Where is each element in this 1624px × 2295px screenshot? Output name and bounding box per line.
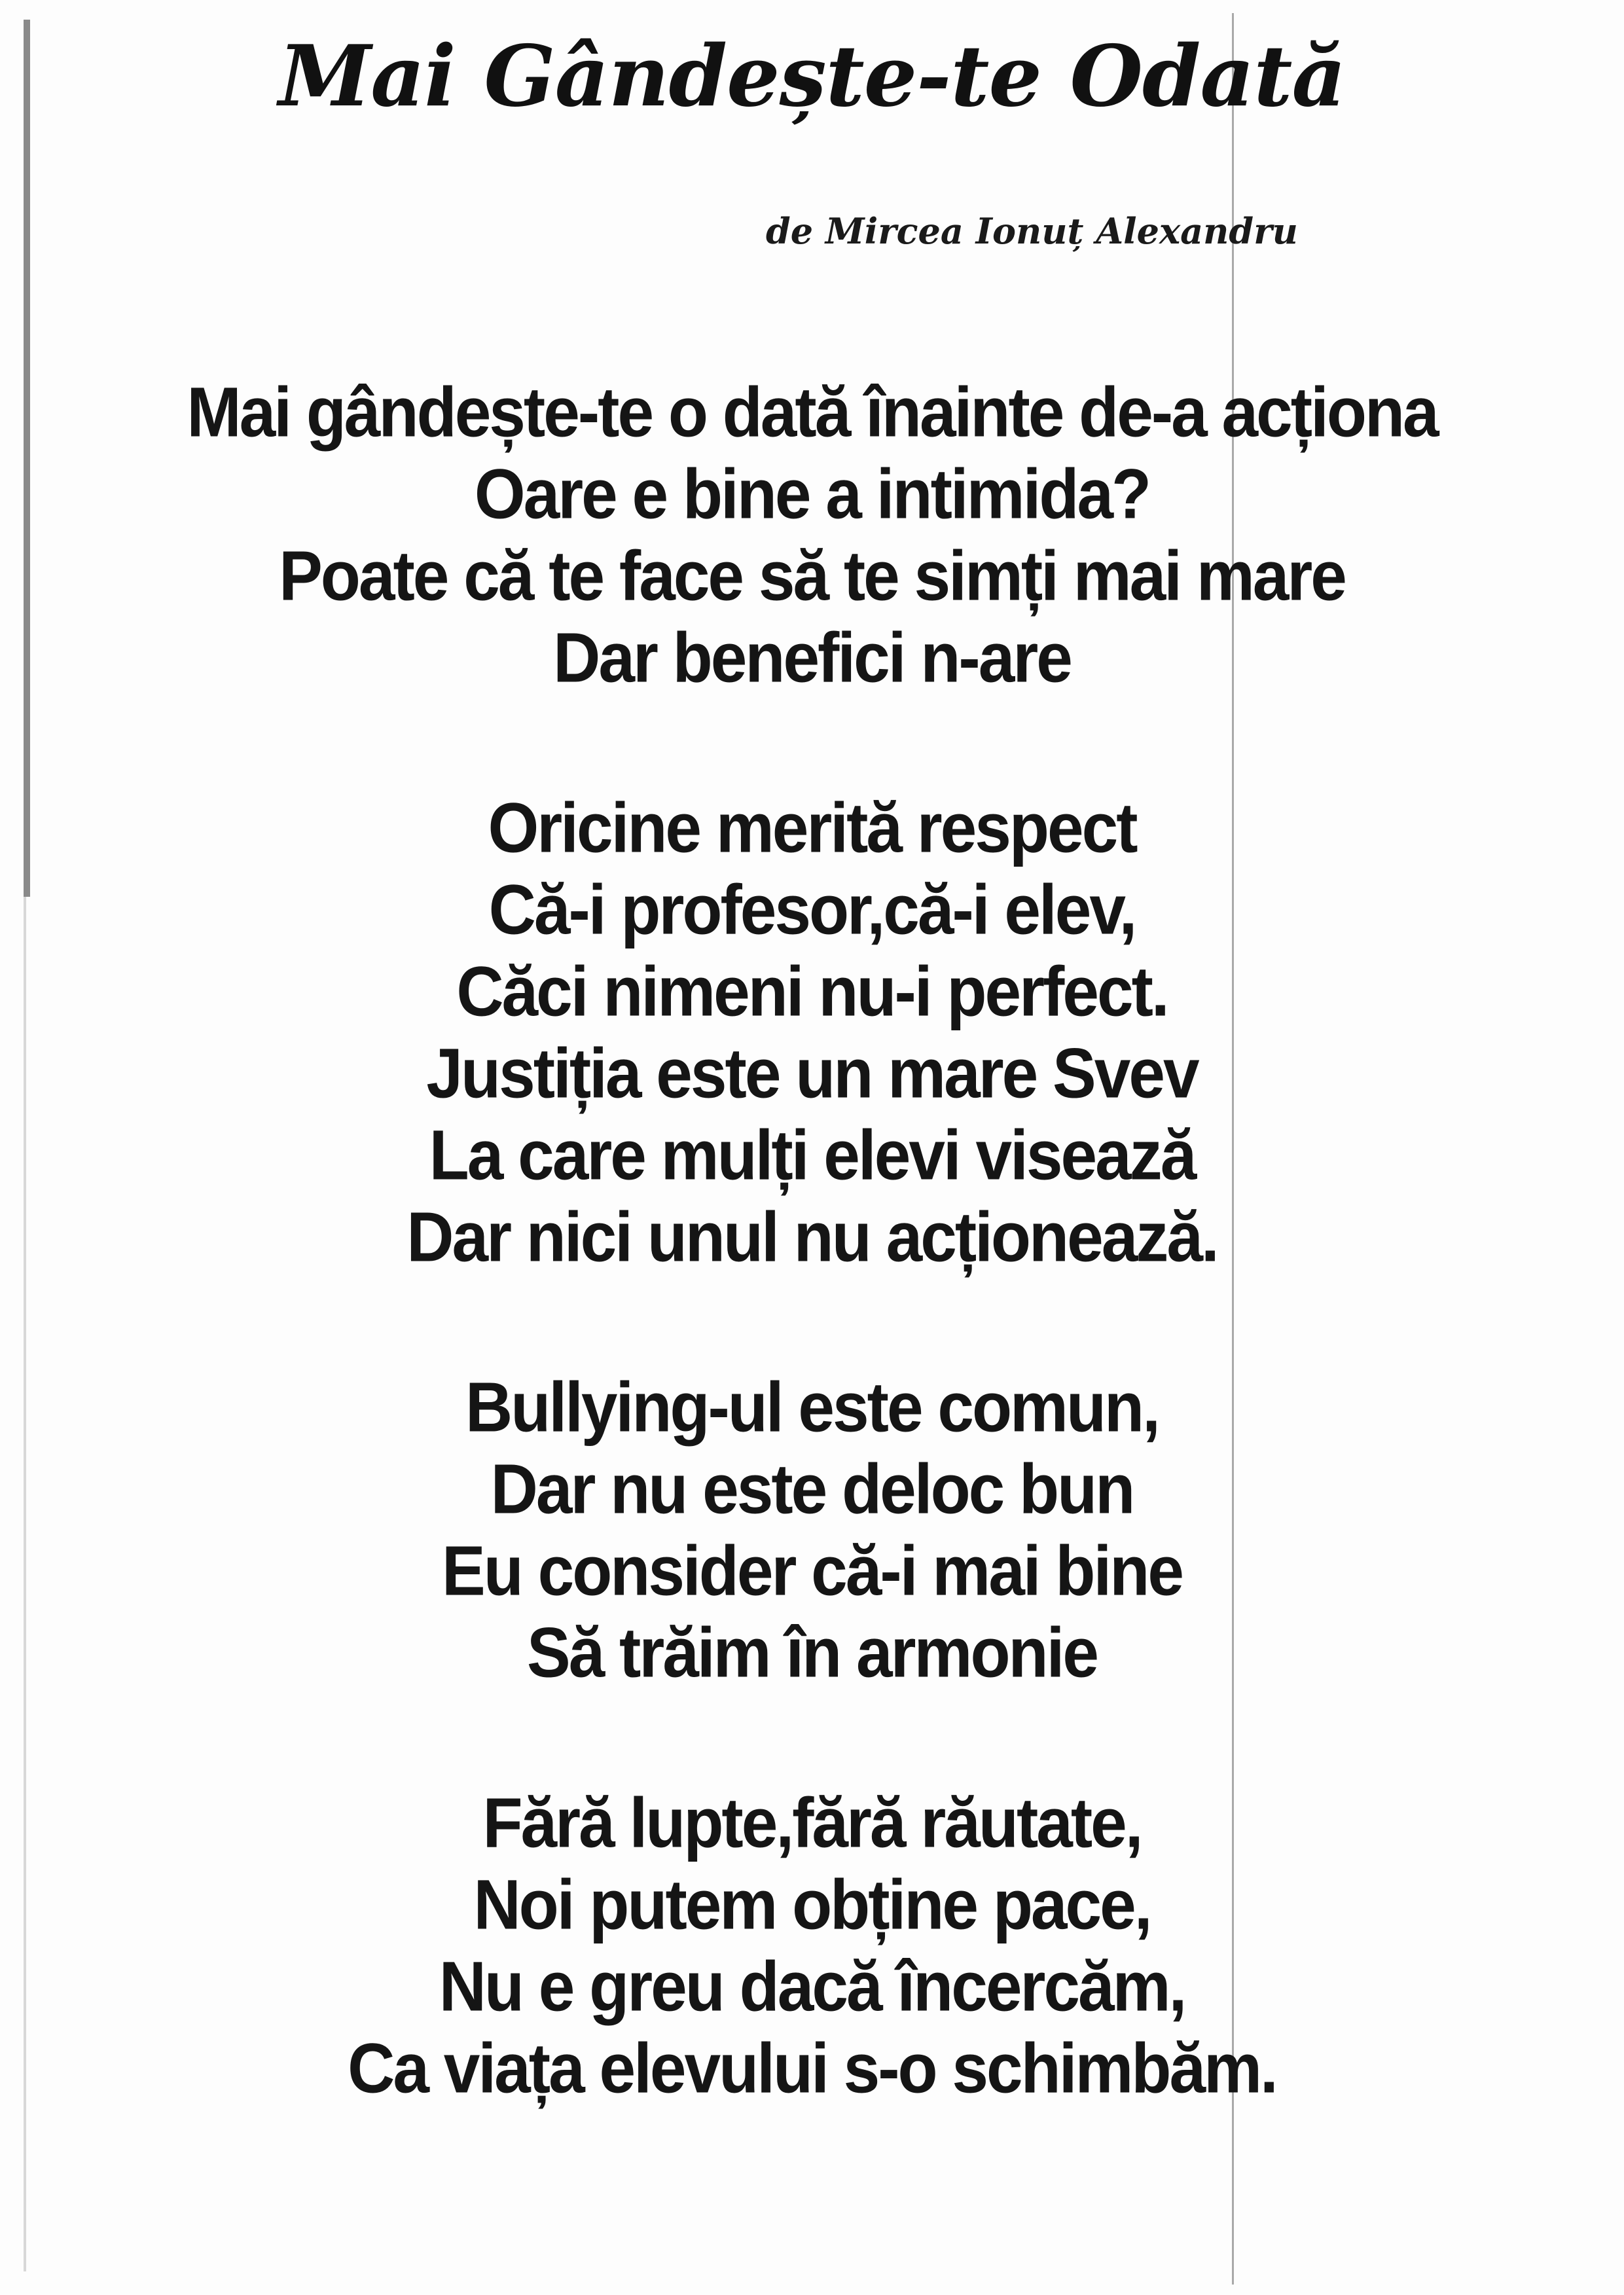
stanza-gap [0, 1278, 1624, 1367]
poem-line: Dar nu este deloc bun [490, 1449, 1134, 1529]
poem-body [0, 372, 1624, 2110]
poem-line: Să trăim în armonie [526, 1613, 1098, 1693]
poem-line: Nu e greu dacă încercăm, [439, 1947, 1185, 2027]
poem-line: La care mulți elevi visează [429, 1115, 1195, 1195]
poem-line: Dar nici unul nu acționează. [406, 1197, 1218, 1277]
stanza-gap [0, 1694, 1624, 1782]
stanza-1 [0, 372, 1624, 699]
stanza-gap [0, 699, 1624, 787]
poem-line: Fără lupte,fără răutate, [482, 1783, 1142, 1863]
poem-line: Căci nimeni nu-i perfect. [456, 952, 1168, 1032]
stanza-3 [0, 1367, 1624, 1694]
poem-line: Că-i profesor,că-i elev, [488, 870, 1136, 950]
poem-line: Poate că te face să te simți mai mare [279, 536, 1345, 616]
poem-title: Mai Gândește-te Odată [278, 27, 1346, 126]
stanza-2 [0, 787, 1624, 1278]
poem-line: Mai gândește-te o dată înainte de-a acționa [187, 372, 1437, 452]
poem-line: Ca viața elevului s-o schimbăm. [348, 2029, 1276, 2108]
poem-line: Noi putem obține pace, [473, 1865, 1151, 1945]
poem-line: Oricine merită respect [488, 788, 1136, 868]
poem-line: Bullying-ul este comun, [465, 1367, 1159, 1447]
poem-line: Eu consider că-i mai bine [442, 1531, 1182, 1611]
poem-author: de Mircea Ionuț Alexandru [766, 210, 1298, 252]
stanza-4 [0, 1782, 1624, 2110]
poem-line: Justiția este un mare Svev [426, 1034, 1198, 1113]
poem-line: Oare e bine a intimida? [474, 454, 1150, 534]
poem-line: Dar benefici n-are [553, 618, 1071, 698]
